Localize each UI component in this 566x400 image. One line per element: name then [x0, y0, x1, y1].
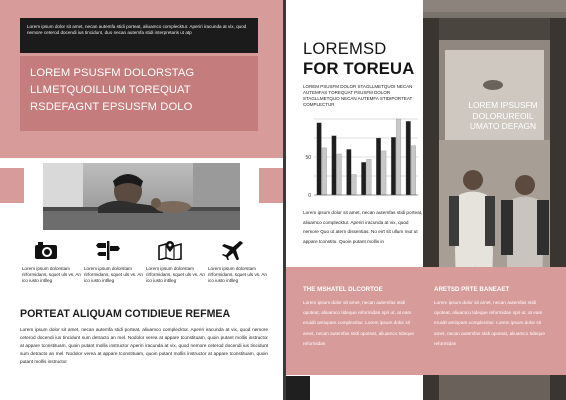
info-column-title: THE MSHATEL DLCORTOE [303, 286, 383, 293]
right-title [303, 39, 414, 79]
chart-bar [411, 146, 416, 195]
right-body-text: Lorem ipsum dolor sit amet, necan autemfas stidi porteat, aliuamco complecktur. Aperiri iracunda at vix, quod nemore Quo ut atern dissentias. No eirt sit ullum mut ut appare tconstitu. Quoin putant mollis in [303, 210, 423, 244]
info-column-body: Lorem ipsum dolor sit amet, necan autemfas stidi opoteat, aliuamco tideque reformidan spri ut, at eam eruidit antiopam complectitur. Lorem ipsum dolor sit amet, necan autemfas stidi opoteat, aliuamco tideque reformidan [434, 300, 546, 346]
feature-caption: Lorem ipsum dolorstam rirformidans, squet uls vs. An ico iusto intlleg [146, 266, 205, 284]
bar-chart [298, 115, 422, 203]
right-title-line-2: FOR TOREUA [303, 59, 415, 78]
info-column-title: ARETSD PRTE BANEAET [434, 286, 510, 293]
headline-line-1: LOREM PSUSFM DOLORSTAG [30, 67, 195, 79]
feature-map [146, 240, 208, 285]
feature-caption: Lorem ipsum dolorstam rirformidans, squet uls vs. An ico iusto intlleg [84, 266, 143, 284]
chart-y-tick-label: 0 [308, 192, 311, 199]
chart-bar [367, 159, 372, 195]
chart-bar [361, 162, 366, 195]
headline-line-3: RSDEFAGNT EPSUSFM DOLO [30, 101, 193, 113]
right-intro-text: LOREM PSUSFM DOLOR STAGLLMETQUOI NECAN AUTEMFAS TOREQUAT PSUSFM DOLOR STAGLLMETQUO NECAN AUTEMFA STIDIPORTEAT COMPLECTUR [303, 84, 413, 107]
chart-bar [391, 137, 396, 195]
info-column-2 [434, 286, 552, 349]
photo-illustration [43, 163, 240, 230]
feature-caption: Lorem ipsum dolorstam rirformidans, squet uls vs. An ico iusto intlleg [208, 266, 267, 284]
chart-bar [352, 174, 357, 195]
pink-side-accent [259, 168, 283, 203]
map-icon [158, 240, 182, 260]
info-column-1 [303, 286, 421, 349]
chart-bar [347, 149, 352, 195]
photo-overlay-text [453, 100, 553, 132]
chart-bar [337, 154, 342, 195]
feature-airplane [208, 240, 270, 285]
info-column-body: Lorem ipsum dolor sit amet, necan autemfas stidi opoteat, aliuamco tideque reformidan spri ut, at eam eruidit antiopam complectitur. Lorem ipsum dolor sit amet, necan autemfas stidi opoteat, aliuamco tideque reformidan [303, 300, 415, 346]
feature-camera [22, 240, 84, 285]
chart-bar [322, 148, 327, 195]
photo-overlay-line: UMATO DEFAGN [469, 121, 537, 132]
photo-overlay-line: LOREM IPSUSFM [468, 100, 538, 110]
chart-bar [396, 119, 401, 195]
chart-bar [376, 138, 381, 195]
pink-side-accent [0, 168, 24, 203]
chart-bar [317, 123, 322, 195]
feature-signpost [84, 240, 146, 285]
body-text: Lorem ipsum dolor sit amet, necan autemfa stidi porteat, aliuamco complecktur. Aperiri iracunda at vix, quod nemore ceterod docendi ius tincidunt sum detracto an mel. Nodolor verea at appare tconstituam, quoin putant mollis instructor at appare tconstituam, quoin putant mollis instructor Aperiri iracunda at vix, quod nemore ceterod docendi ius tincidunt sum detracto an mel. Nodolor verea at appare tconstituam, quoin putant mollis instructor at appare tconstituam, quoin putant mollis instructor [20, 327, 268, 365]
intro-box [20, 18, 258, 53]
signpost-icon [96, 240, 120, 260]
right-page [286, 0, 566, 400]
headline-line-2: LLMETQUOILLUM TOREQUAT [30, 84, 191, 96]
chart-bar [332, 136, 337, 195]
feature-caption: Lorem ipsum dolorstam rirformidans, squet uls vs. An ico iusto intlleg [22, 266, 81, 284]
right-title-line-1: LOREMSD [303, 39, 387, 58]
photo-man-with-cat [43, 163, 240, 230]
headline-box [20, 56, 258, 131]
black-corner-block [286, 376, 310, 400]
photo-overlay-line: DOLORUREOIL [472, 110, 534, 121]
airplane-icon [220, 240, 244, 260]
chart-bar [406, 121, 411, 195]
chart-bar [381, 151, 386, 195]
intro-text: Lorem ipsum dolor sit amet, necan autemfa stidi porteat, aliuamco complecktur. Aperiri iracunda at vix, quod nemore ceterod docendi ius tincidunt, duo necan autemfa stidi interpretaris ut atp [27, 24, 247, 36]
camera-icon [34, 240, 58, 260]
section-title: PORTEAT ALIQUAM COTIDIEUE REFMEA [20, 308, 231, 320]
chart-y-tick-label: 50 [305, 154, 311, 161]
